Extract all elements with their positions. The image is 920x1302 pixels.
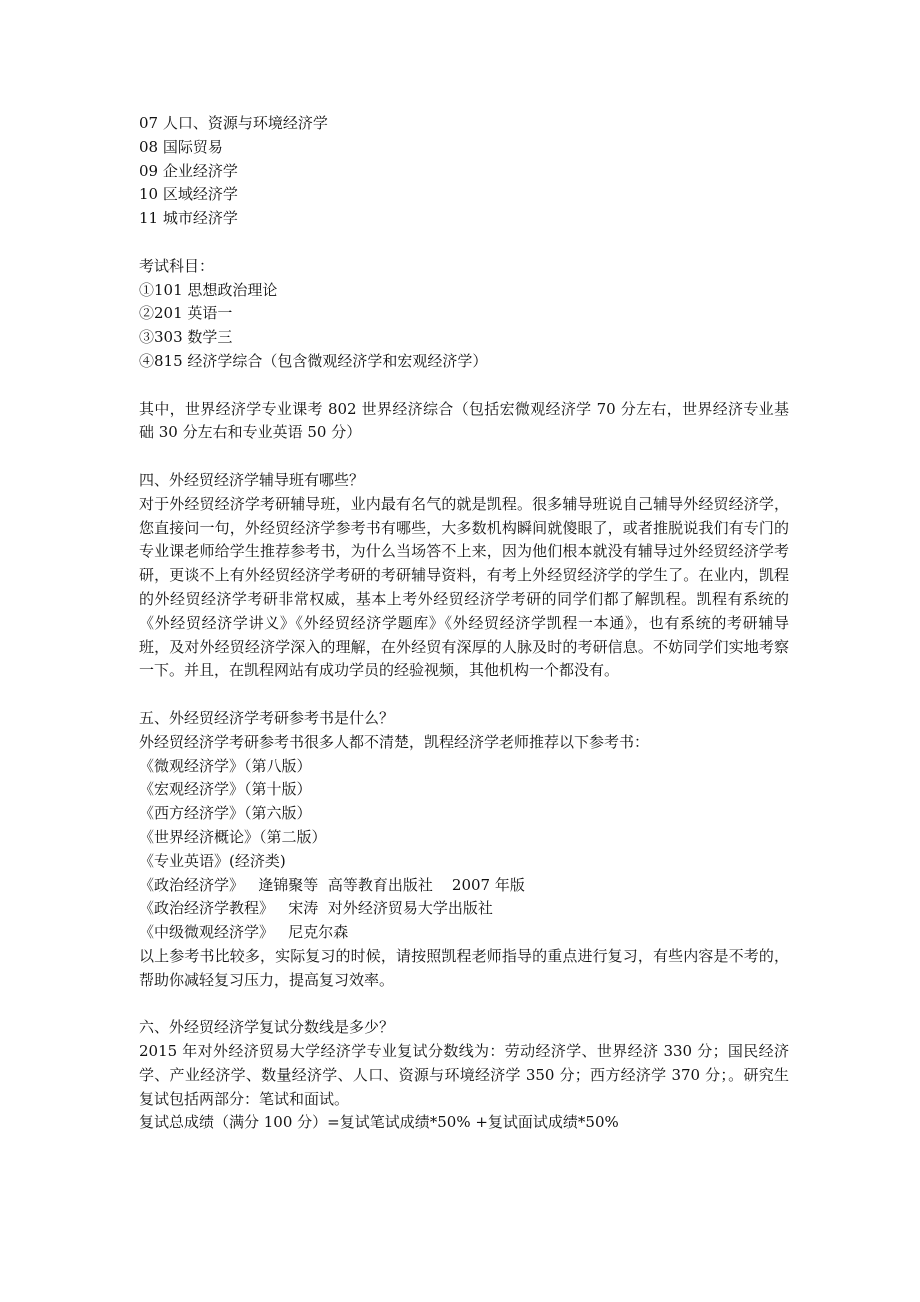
book-item: 《政治经济学》 逄锦聚等 高等教育出版社 2007 年版 (139, 875, 525, 894)
book-item: 《西方经济学》（第六版） (139, 804, 312, 823)
book-item: 《世界经济概论》（第二版） (139, 827, 327, 846)
reference-books-section (139, 707, 789, 993)
retest-score-section (139, 1016, 789, 1135)
retest-formula: 复试总成绩（满分 100 分）=复试笔试成绩*50% +复试面试成绩*50% (139, 1113, 619, 1132)
exam-subject-item: ④815 经济学综合（包含微观经济学和宏观经济学） (139, 351, 488, 370)
spacer (139, 992, 789, 1016)
major-item: 08 国际贸易 (139, 137, 223, 156)
spacer (139, 374, 789, 398)
spacer (139, 683, 789, 707)
spacer (139, 445, 789, 469)
exam-note-paragraph: 其中，世界经济学专业课考 802 世界经济综合（包括宏微观经济学 70 分左右，世界经济专业基础 30 分左右和专业英语 50 分） (139, 399, 789, 442)
major-item: 07 人口、资源与环境经济学 (139, 114, 328, 132)
exam-subject-item: ③303 数学三 (139, 328, 233, 347)
section-heading: 四、外经贸经济学辅导班有哪些？ (139, 470, 365, 489)
books-outro-paragraph: 以上参考书比较多，实际复习的时候，请按照凯程老师指导的重点进行复习，有些内容是不考的，帮助你减轻复习压力，提高复习效率。 (139, 946, 789, 989)
major-item: 10 区域经济学 (139, 185, 238, 204)
exam-heading: 考试科目： (139, 256, 215, 275)
tutoring-paragraph: 对于外经贸经济学考研辅导班，业内最有名气的就是凯程。很多辅导班说自己辅导外经贸经济学，您直接问一句，外经贸经济学参考书有哪些，大多数机构瞬间就傻眼了，或者推脱说我们有专门的专业课老师给学生推荐参考书，为什么当场答不上来，因为他们根本就没有辅导过外经贸经济学考研，更谈不上有外经贸经济学考研的考研辅导资料，有考上外经贸经济学的学生了。在业内，凯程的外经贸经济学考研非常权威，基本上考外经贸经济学考研的同学们都了解凯程。凯程有系统的《外经贸经济学讲义》《外经贸经济学题库》《外经贸经济学凯程一本通》，也有系统的考研辅导班，及对外经贸经济学深入的理解，在外经贸有深厚的人脉及时的考研信息。不妨同学们实地考察一下。并且，在凯程网站有成功学员的经验视频，其他机构一个都没有。 (139, 494, 789, 680)
book-item: 《微观经济学》（第八版） (139, 756, 312, 775)
exam-subject-item: ②201 英语一 (139, 304, 233, 323)
spacer (139, 231, 789, 255)
exam-subject-item: ①101 思想政治理论 (139, 280, 278, 299)
book-item: 《中级微观经济学》 尼克尔森 (139, 923, 349, 942)
book-item: 《政治经济学教程》 宋涛 对外经济贸易大学出版社 (139, 899, 493, 918)
books-intro: 外经贸经济学考研参考书很多人都不清楚，凯程经济学老师推荐以下参考书： (139, 732, 650, 751)
section-heading: 六、外经贸经济学复试分数线是多少？ (139, 1018, 395, 1037)
book-item: 《专业英语》(经济类) (139, 851, 286, 870)
exam-subjects-section (139, 255, 789, 374)
document-page (139, 112, 789, 1135)
retest-score-paragraph: 2015 年对外经济贸易大学经济学专业复试分数线为：劳动经济学、世界经济 330 分；国民经济学、产业经济学、数量经济学、人口、资源与环境经济学 350 分；西方经济学 370 分；。研究生复试包括两部分：笔试和面试。 (139, 1042, 789, 1108)
section-heading: 五、外经贸经济学考研参考书是什么？ (139, 708, 395, 727)
tutoring-section (139, 469, 789, 683)
book-item: 《宏观经济学》（第十版） (139, 780, 312, 799)
major-item: 09 企业经济学 (139, 161, 238, 180)
major-item: 11 城市经济学 (139, 209, 238, 228)
majors-list (139, 112, 789, 231)
